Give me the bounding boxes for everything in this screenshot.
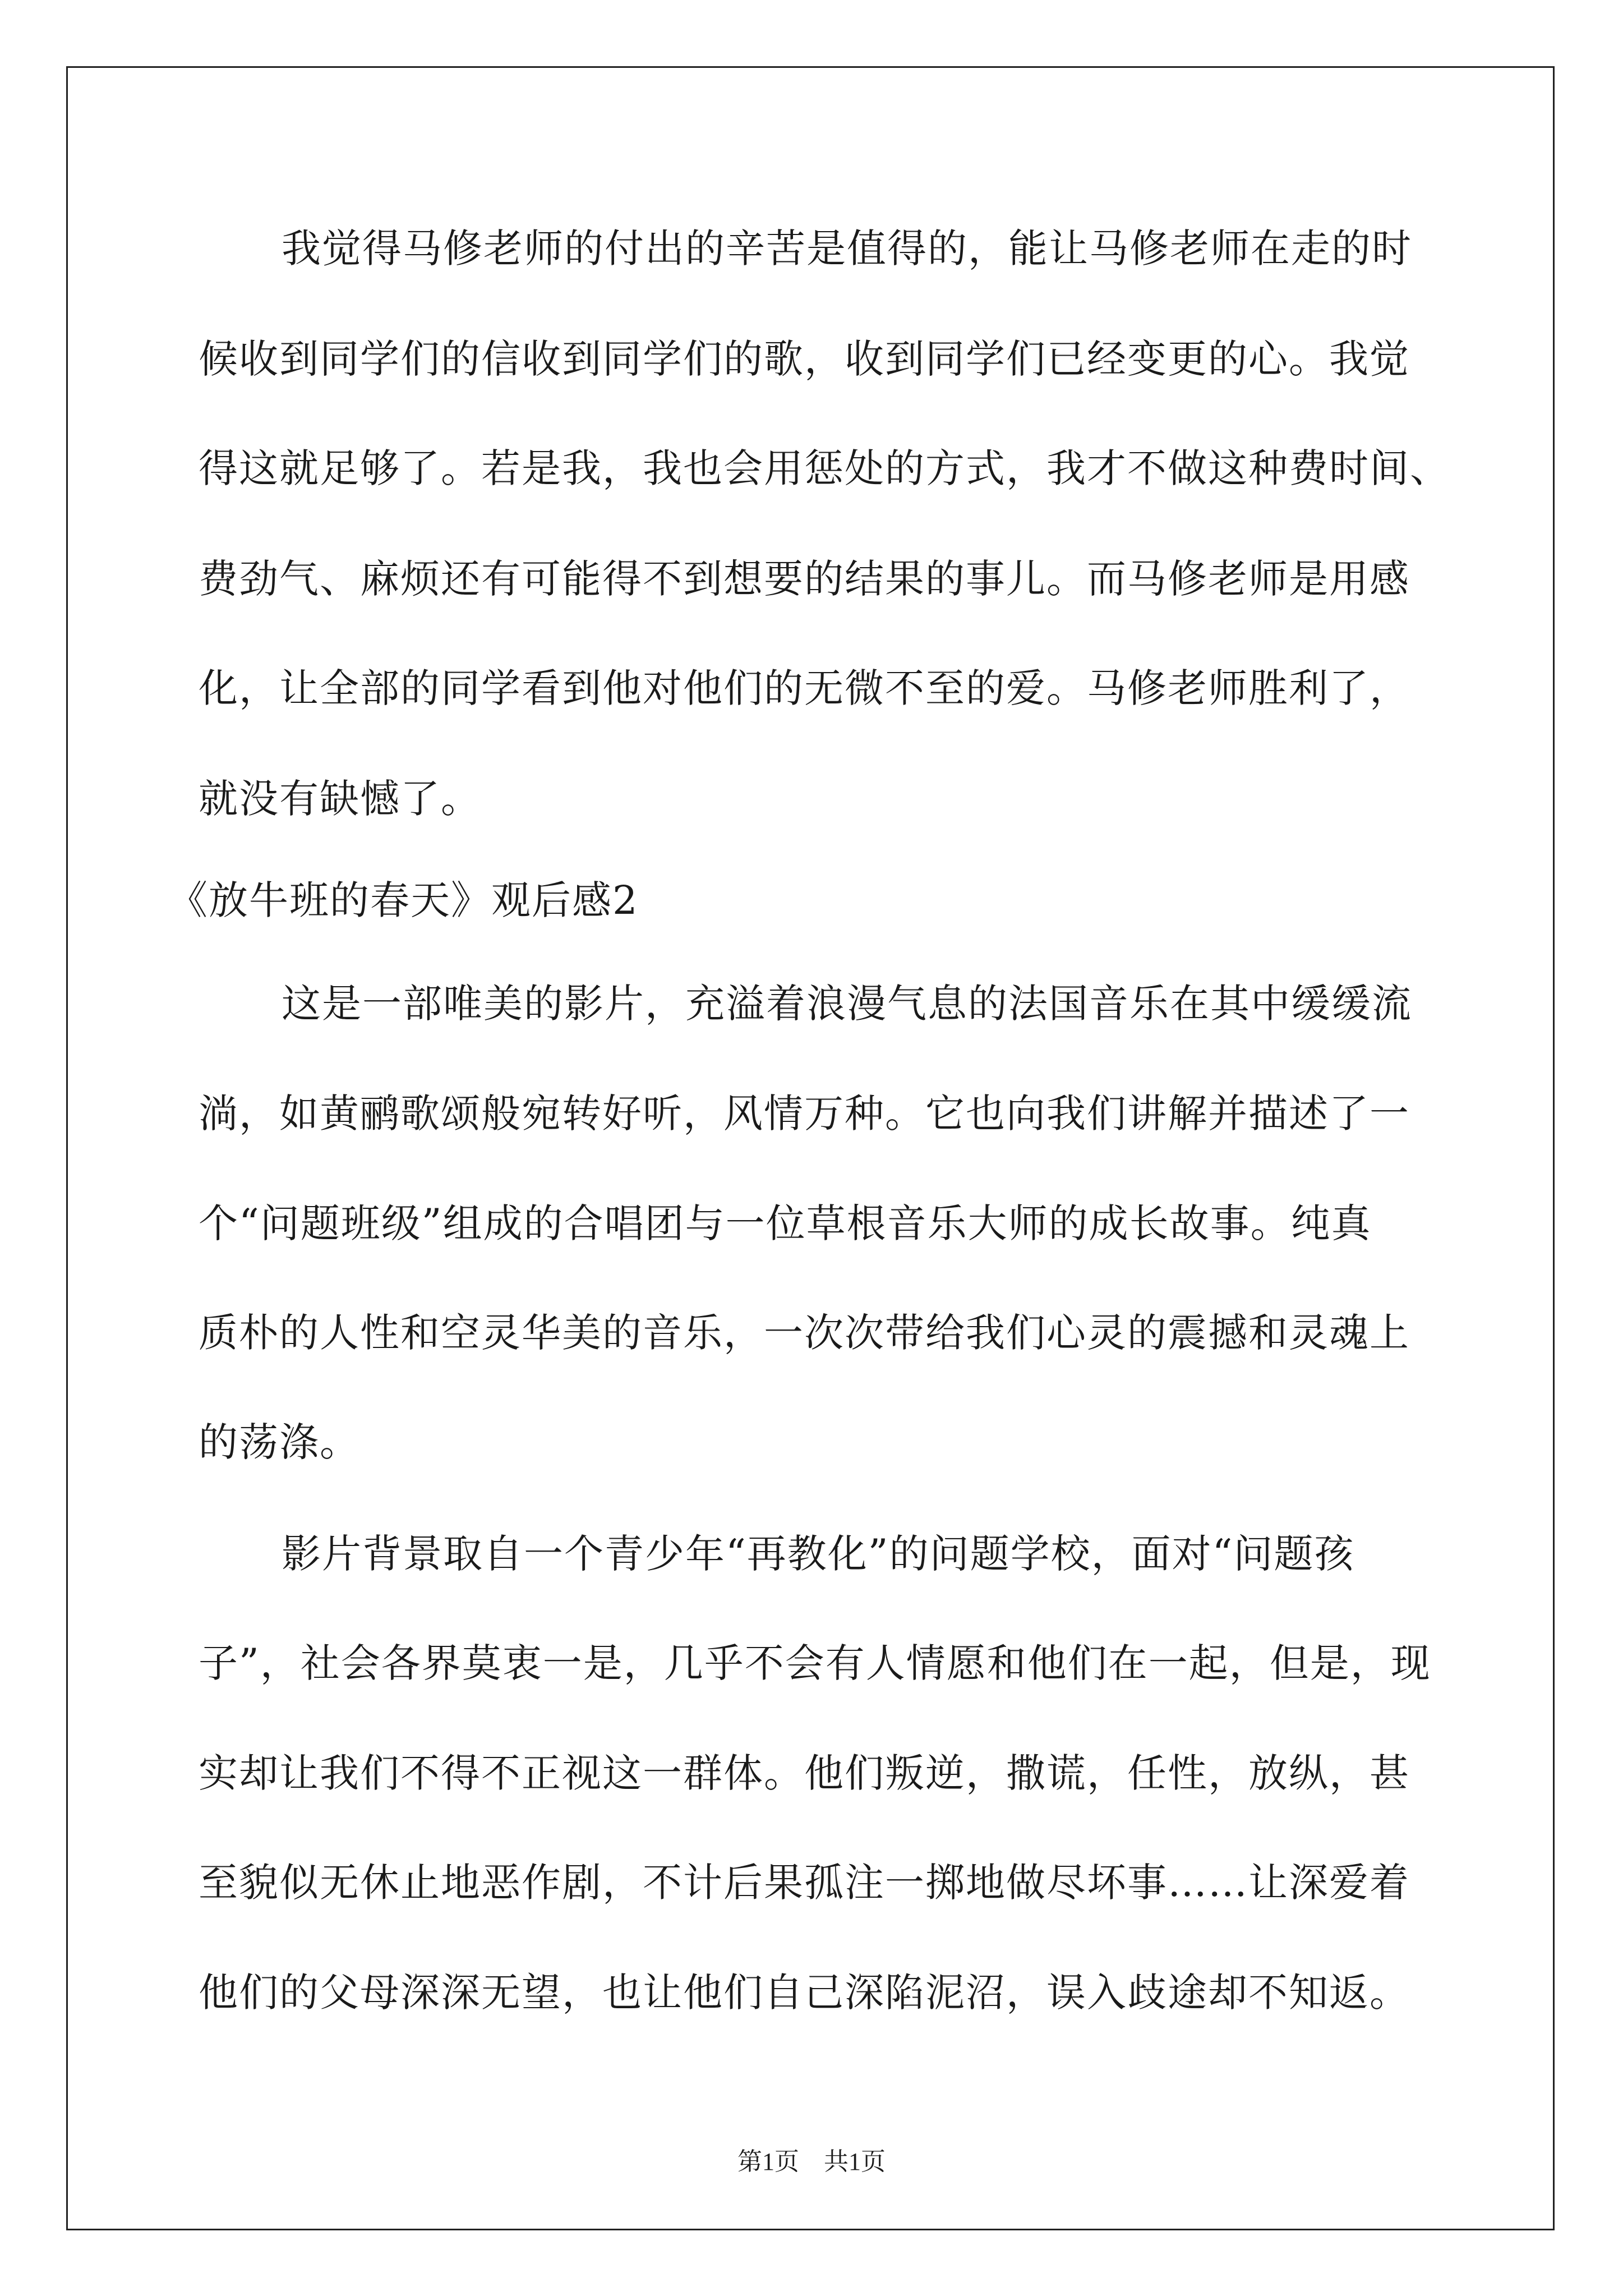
page-border: [66, 66, 1555, 2230]
page-footer: [0, 2150, 1623, 2174]
paragraph-line: 质朴的人性和空灵华美的音乐，一次次带给我们心灵的震撼和灵魂上: [199, 1310, 1410, 1356]
paragraph-line: 他们的父母深深无望，也让他们自己深陷泥沼，误入歧途却不知返。: [199, 1970, 1410, 2016]
section-heading: 《放牛班的春天》观后感2: [168, 877, 639, 923]
paragraph-line: 影片背景取自一个青少年“再教化”的问题学校，面对“问题孩: [282, 1531, 1355, 1577]
paragraph-line: 我觉得马修老师的付出的辛苦是值得的，能让马修老师在走的时: [282, 226, 1412, 272]
page-number: 第1页: [737, 2148, 799, 2175]
paragraph-line: 子”，社会各界莫衷一是，几乎不会有人情愿和他们在一起，但是，现: [199, 1640, 1431, 1686]
paragraph-line: 就没有缺憾了。: [199, 776, 481, 822]
page-total: 共1页: [824, 2148, 886, 2175]
paragraph-line: 个“问题班级”组成的合唱团与一位草根音乐大师的成长故事。纯真: [199, 1200, 1372, 1246]
paragraph-line: 得这就足够了。若是我，我也会用惩处的方式，我才不做这种费时间、: [199, 445, 1450, 491]
paragraph-line: 淌，如黄鹂歌颂般宛转好听，风情万种。它也向我们讲解并描述了一: [199, 1091, 1410, 1137]
paragraph-line: 的荡涤。: [199, 1419, 360, 1465]
paragraph-line: 实却让我们不得不正视这一群体。他们叛逆，撒谎，任性，放纵，甚: [199, 1750, 1410, 1796]
paragraph-line: 费劲气、麻烦还有可能得不到想要的结果的事儿。而马修老师是用感: [199, 556, 1410, 602]
paragraph-line: 候收到同学们的信收到同学们的歌，收到同学们已经变更的心。我觉: [199, 336, 1410, 382]
paragraph-line: 至貌似无休止地恶作剧，不计后果孤注一掷地做尽坏事……让深爱着: [199, 1860, 1410, 1906]
paragraph-line: 化，让全部的同学看到他对他们的无微不至的爱。马修老师胜利了，: [199, 665, 1410, 711]
paragraph-line: 这是一部唯美的影片，充溢着浪漫气息的法国音乐在其中缓缓流: [282, 981, 1412, 1027]
